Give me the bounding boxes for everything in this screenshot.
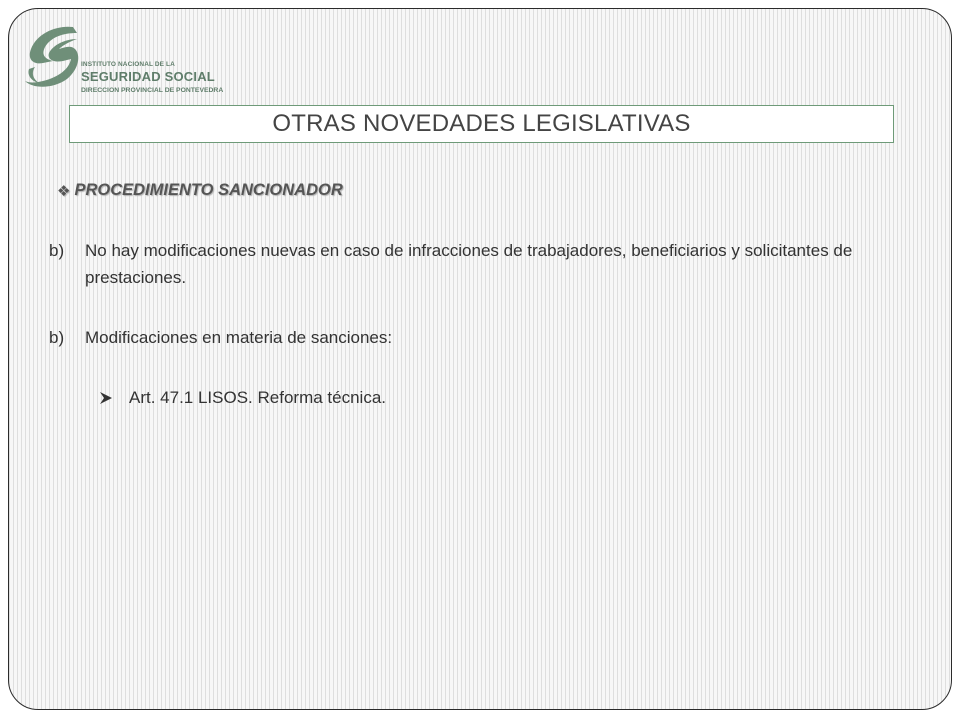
list-item-text: No hay modificaciones nuevas en caso de infracciones de trabajadores, beneficiarios y solicitantes de prestaciones. (85, 241, 853, 287)
logo (23, 23, 263, 103)
logo-text (81, 61, 223, 94)
list-marker: b) (49, 328, 65, 347)
list-item-text: Modificaciones en materia de sanciones: (85, 328, 393, 347)
logo-line3: DIRECCION PROVINCIAL DE PONTEVEDRA (81, 87, 224, 94)
list-item (49, 324, 649, 352)
list-marker: b) (49, 241, 65, 260)
logo-line1: INSTITUTO NACIONAL DE LA (81, 61, 175, 68)
slide (8, 8, 952, 710)
logo-line2: SEGURIDAD SOCIAL (81, 69, 215, 84)
list-item (49, 237, 939, 293)
section-heading (57, 181, 343, 200)
section-heading-text: PROCEDIMIENTO SANCIONADOR (74, 181, 343, 199)
sub-list-item (99, 384, 386, 411)
seguridad-social-logo-icon (23, 23, 83, 95)
slide-title: OTRAS NOVEDADES LEGISLATIVAS (272, 110, 691, 137)
arrow-bullet-icon (99, 391, 113, 405)
title-box (69, 105, 894, 143)
diamond-bullet-icon: ❖ (57, 182, 71, 200)
sub-list-item-text: Art. 47.1 LISOS. Reforma técnica. (129, 388, 387, 407)
